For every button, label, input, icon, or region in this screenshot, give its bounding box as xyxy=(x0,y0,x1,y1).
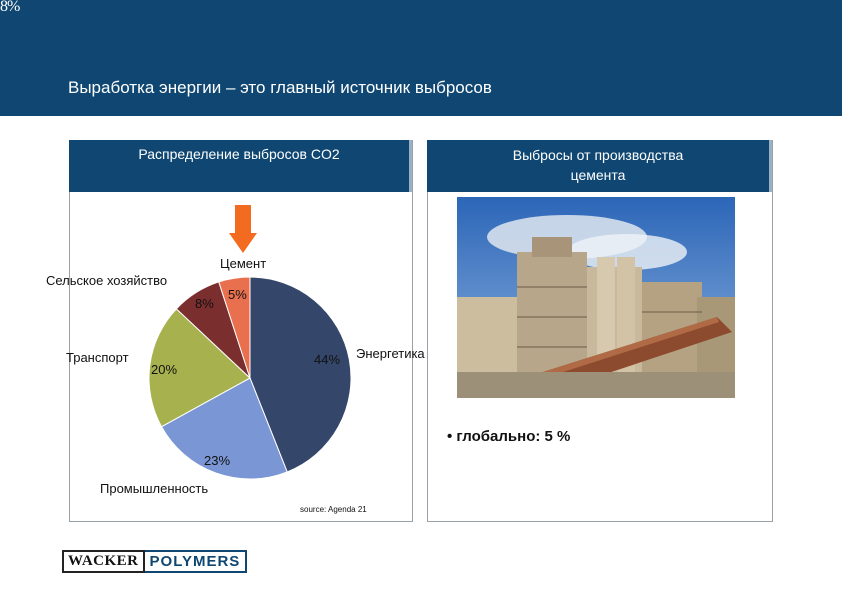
label-transport: Транспорт xyxy=(66,350,129,365)
cement-plant-photo xyxy=(457,197,735,398)
value-label-industry: 23% xyxy=(204,453,231,468)
label-energy: Энергетика xyxy=(356,346,425,361)
label-cement: Цемент xyxy=(220,256,267,271)
page-title: Выработка энергии – это главный источник выбросов xyxy=(68,78,492,97)
chart-panel-heading-text: Распределение выбросов CO2 xyxy=(138,146,340,162)
source-note: source: Agenda 21 xyxy=(300,505,367,514)
corner-text: 8% xyxy=(0,0,20,15)
value-label-transport: 20% xyxy=(151,362,178,377)
value-label-energy: 44% xyxy=(314,352,341,367)
logo-part-polymers: POLYMERS xyxy=(145,550,248,573)
value-label-agriculture: 8% xyxy=(195,296,214,311)
cement-panel-heading-line1: Выбросы от производства xyxy=(512,147,684,163)
label-industry: Промышленность xyxy=(100,481,209,496)
cement-panel-heading-line2: цемента xyxy=(570,167,626,183)
wacker-polymers-logo xyxy=(62,550,247,573)
label-agriculture: Сельское хозяйство xyxy=(46,273,168,288)
bullet-global-share: • глобально: 5 % xyxy=(447,428,571,445)
logo-part-wacker: WACKER xyxy=(62,550,145,573)
value-label-cement: 5% xyxy=(228,287,247,302)
bullet-text: глобально: 5 % xyxy=(456,428,571,445)
